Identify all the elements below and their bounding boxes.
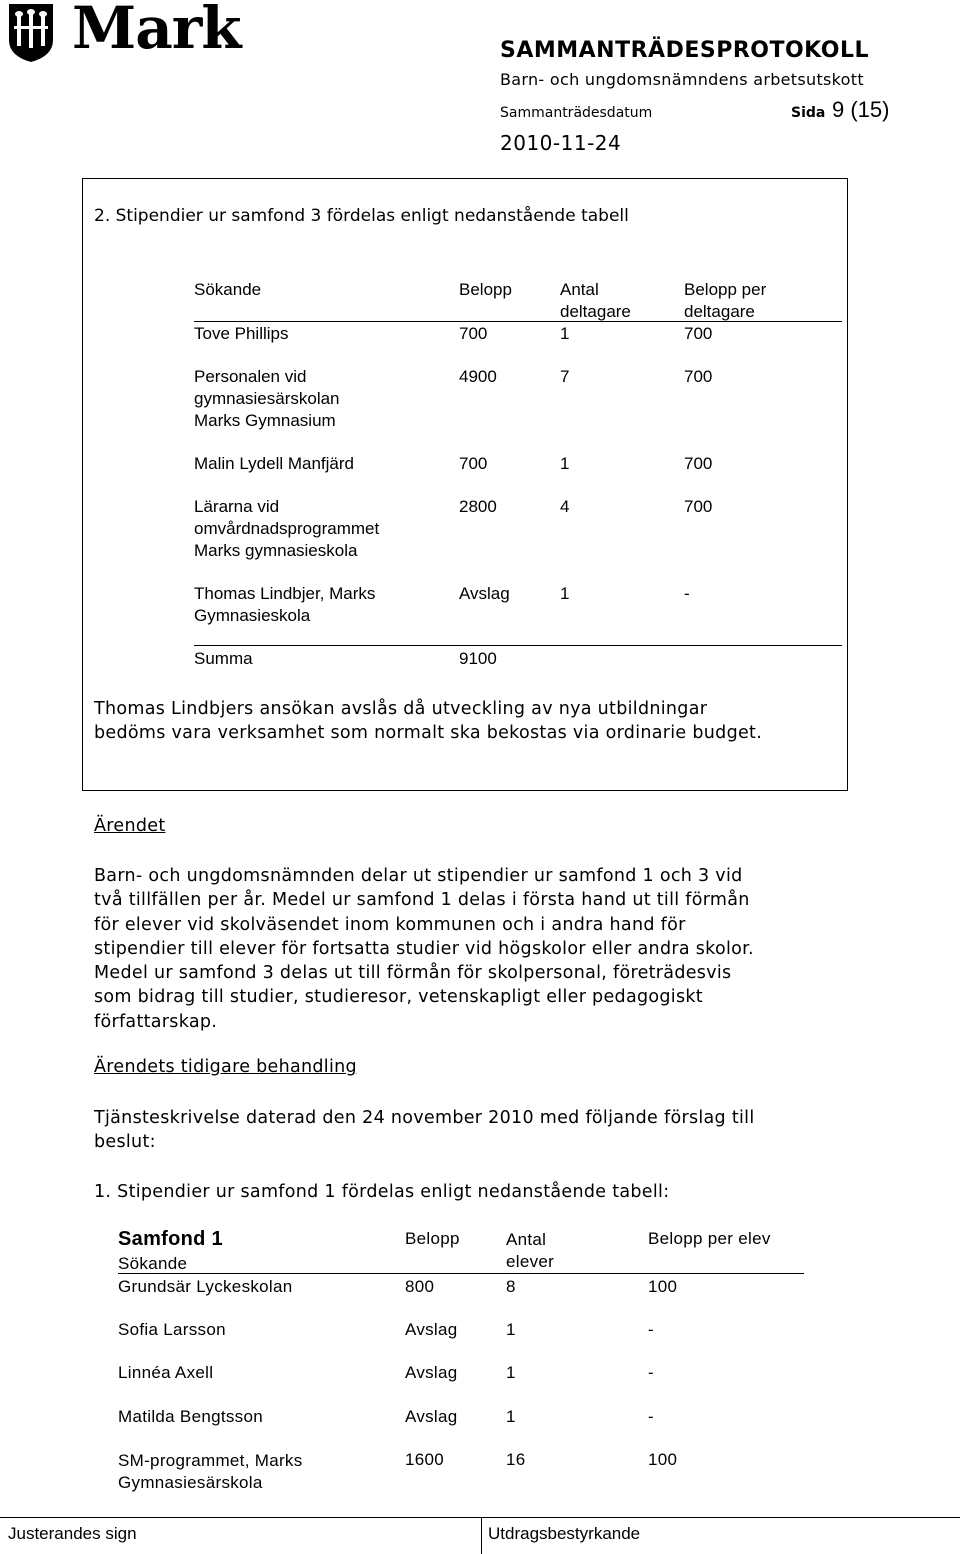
table-sum-value: 9100	[459, 649, 497, 668]
table-row: Sofia Larsson	[118, 1320, 226, 1339]
meeting-date: 2010-11-24	[500, 131, 622, 155]
page-number: 9 (15)	[832, 97, 890, 122]
table-row: Lärarna vid omvårdnadsprogrammet Marks gymnasieskola	[194, 497, 380, 560]
section-heading-tidigare: Ärendets tidigare behandling	[94, 1057, 357, 1077]
date-label: Sammanträdesdatum	[500, 105, 653, 121]
row-antal: 4	[560, 497, 570, 516]
row-per: -	[684, 584, 690, 603]
table-header-sokande: Sökande	[194, 280, 262, 299]
document-title: SAMMANTRÄDESPROTOKOLL	[500, 38, 869, 63]
row-antal: 1	[506, 1363, 516, 1382]
footer-rule	[0, 1517, 960, 1518]
table2-header-rule	[118, 1273, 804, 1274]
row-antal: 8	[506, 1277, 516, 1296]
table2-header-antal: Antal elever	[506, 1230, 555, 1271]
table-header-belopp: Belopp	[459, 280, 512, 299]
row-antal: 1	[560, 324, 570, 343]
table-row: Matilda Bengtsson	[118, 1407, 263, 1426]
row-antal: 1	[560, 584, 570, 603]
box-intro: 2. Stipendier ur samfond 3 fördelas enligt nedanstående tabell	[94, 206, 629, 226]
arendet-paragraph: Barn- och ungdomsnämnden delar ut stipendier ur samfond 1 och 3 vid två tillfällen per år. Medel ur samfond 1 delas i första hand ut till förmån för elever vid skolväsendet inom kommunen och i andra hand för stipendier till elever för fortsatta studier vid högskolor eller andra skolor. Medel ur samfond 3 delas ut till förmån för skolpersonal, företrädesvis som bidrag till studier, studieresor, vetenskapligt eller pedagogiskt författarskap.	[94, 866, 754, 1032]
row-per: 700	[684, 497, 713, 516]
row-belopp: 2800	[459, 497, 497, 516]
tidigare-item: 1. Stipendier ur samfond 1 fördelas enligt nedanstående tabell:	[94, 1182, 670, 1202]
row-per: 700	[684, 367, 713, 386]
table-header-antal: Antal deltagare	[560, 280, 631, 321]
footer-divider	[481, 1517, 482, 1554]
table-row: SM-programmet, Marks Gymnasiesärskola	[118, 1451, 303, 1492]
row-belopp: Avslag	[459, 584, 510, 603]
table2-header-sokande: Sökande	[118, 1254, 188, 1273]
logo-wordmark: Mark	[72, 0, 241, 62]
table-row: Linnéa Axell	[118, 1363, 214, 1382]
row-per: -	[648, 1320, 654, 1339]
table-sum-label: Summa	[194, 649, 253, 668]
row-belopp: 700	[459, 324, 488, 343]
footer-justerandes-sign: Justerandes sign	[8, 1524, 137, 1543]
section-heading-arendet: Ärendet	[94, 816, 166, 836]
row-per: 100	[648, 1450, 678, 1469]
row-antal: 1	[506, 1320, 516, 1339]
coat-of-arms-logo	[6, 2, 56, 64]
table-row: Personalen vid gymnasiesärskolan Marks Gymnasium	[194, 367, 340, 430]
page-label: Sida	[791, 105, 826, 121]
row-belopp: 700	[459, 454, 488, 473]
row-per: 700	[684, 324, 713, 343]
table-row: Malin Lydell Manfjärd	[194, 454, 354, 473]
table-sum-rule	[194, 645, 842, 646]
row-belopp: 800	[405, 1277, 435, 1296]
row-belopp: Avslag	[405, 1320, 458, 1339]
row-per: -	[648, 1407, 654, 1426]
table2-header-belopp-per-elev: Belopp per elev	[648, 1229, 771, 1248]
tidigare-paragraph: Tjänsteskrivelse daterad den 24 november 2010 med följande förslag till beslut:	[94, 1108, 755, 1153]
table-row: Thomas Lindbjer, Marks Gymnasieskola	[194, 584, 376, 625]
table-header-rule	[194, 321, 842, 322]
row-antal: 7	[560, 367, 570, 386]
row-belopp: Avslag	[405, 1407, 458, 1426]
footer-utdragsbestyrkande: Utdragsbestyrkande	[488, 1524, 641, 1543]
table-row: Grundsär Lyckeskolan	[118, 1277, 293, 1296]
document-subtitle: Barn- och ungdomsnämndens arbetsutskott	[500, 70, 864, 89]
box-note: Thomas Lindbjers ansökan avslås då utveckling av nya utbildningar bedöms vara verksamhet som normalt ska bekostas via ordinarie budget.	[94, 699, 763, 744]
table2-header-belopp: Belopp	[405, 1229, 460, 1248]
row-antal: 1	[506, 1407, 516, 1426]
row-antal: 16	[506, 1450, 526, 1469]
table-row: Tove Phillips	[194, 324, 289, 343]
row-per: -	[648, 1363, 654, 1382]
row-belopp: Avslag	[405, 1363, 458, 1382]
row-per: 100	[648, 1277, 678, 1296]
row-antal: 1	[560, 454, 570, 473]
row-per: 700	[684, 454, 713, 473]
table2-title: Samfond 1	[118, 1228, 223, 1250]
row-belopp: 4900	[459, 367, 497, 386]
row-belopp: 1600	[405, 1450, 445, 1469]
table-header-belopp-per: Belopp per deltagare	[684, 280, 767, 321]
